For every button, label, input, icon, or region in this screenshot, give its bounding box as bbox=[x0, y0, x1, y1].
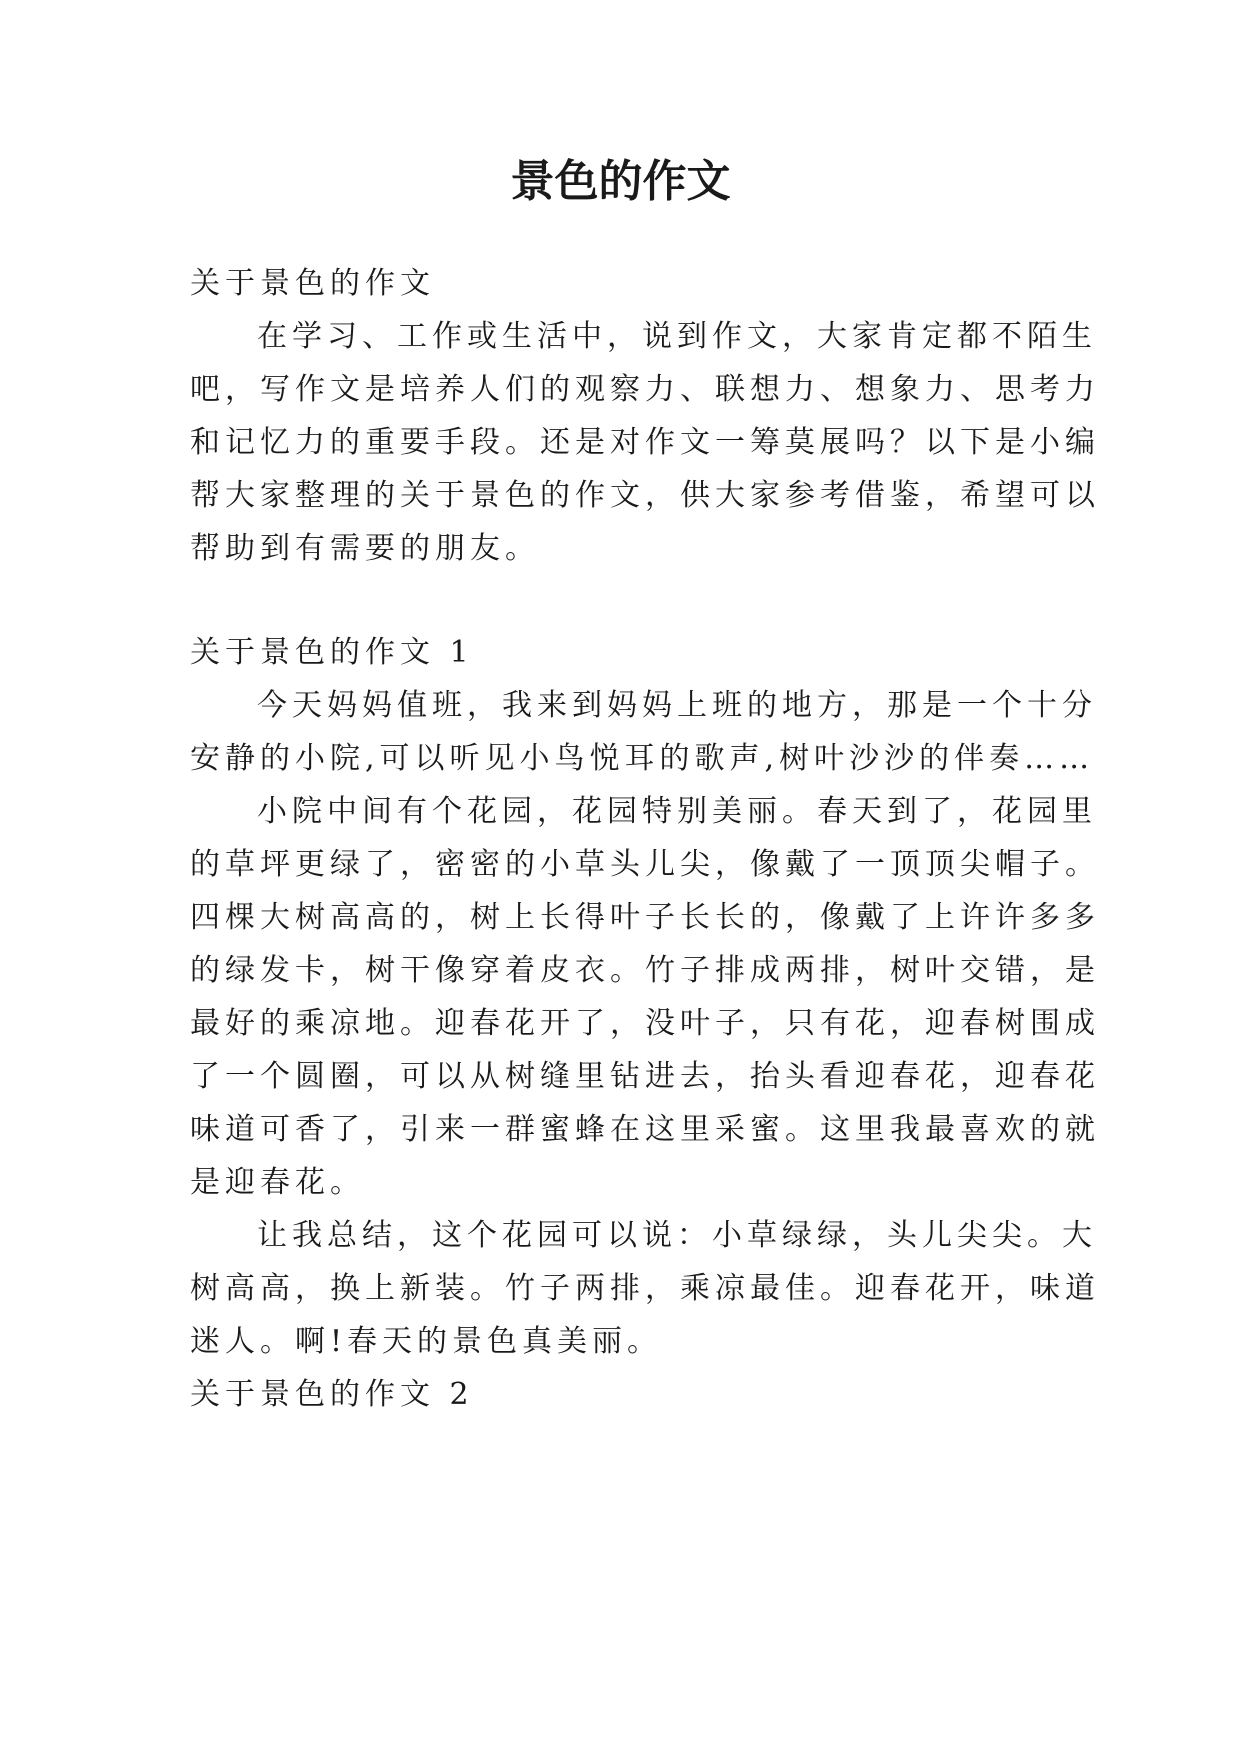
intro-line-1: 在学习、工作或生活中，说到作文，大家肯定都不陌生 bbox=[257, 319, 1097, 354]
section-heading-intro: 关于景色的作文 bbox=[190, 266, 435, 301]
essay1-p3-line-2: 树高高，换上新装。竹子两排，乘凉最佳。迎春花开，味道 bbox=[190, 1271, 1100, 1306]
essay1-p2-line-6: 了一个圆圈，可以从树缝里钻进去，抬头看迎春花，迎春花 bbox=[190, 1059, 1100, 1094]
essay1-p2-line-1: 小院中间有个花园，花园特别美丽。春天到了，花园里 bbox=[257, 794, 1097, 829]
essay1-p2-line-5: 最好的乘凉地。迎春花开了，没叶子，只有花，迎春树围成 bbox=[190, 1006, 1100, 1041]
intro-line-5: 帮助到有需要的朋友。 bbox=[190, 531, 540, 566]
essay1-p2-line-7: 味道可香了，引来一群蜜蜂在这里采蜜。这里我最喜欢的就 bbox=[190, 1112, 1100, 1147]
essay1-p2-line-4: 的绿发卡，树干像穿着皮衣。竹子排成两排，树叶交错，是 bbox=[190, 953, 1100, 988]
document-title: 景色的作文 bbox=[510, 156, 731, 207]
essay1-p3-line-3: 迷人。啊!春天的景色真美丽。 bbox=[190, 1324, 663, 1359]
essay1-p1-line-2: 安静的小院,可以听见小鸟悦耳的歌声,树叶沙沙的伴奏…… bbox=[190, 741, 1095, 776]
intro-line-3: 和记忆力的重要手段。还是对作文一筹莫展吗？以下是小编 bbox=[190, 425, 1100, 460]
essay1-p2-line-8: 是迎春花。 bbox=[190, 1165, 365, 1200]
intro-line-4: 帮大家整理的关于景色的作文，供大家参考借鉴，希望可以 bbox=[190, 478, 1100, 513]
essay1-p1-line-1: 今天妈妈值班，我来到妈妈上班的地方，那是一个十分 bbox=[257, 688, 1097, 723]
section-heading-essay-2: 关于景色的作文 2 bbox=[190, 1377, 474, 1412]
essay1-p3-line-1: 让我总结，这个花园可以说：小草绿绿，头儿尖尖。大 bbox=[257, 1218, 1097, 1253]
intro-line-2: 吧，写作文是培养人们的观察力、联想力、想象力、思考力 bbox=[190, 372, 1100, 407]
essay1-p2-line-3: 四棵大树高高的，树上长得叶子长长的，像戴了上许许多多 bbox=[190, 900, 1100, 935]
section-heading-essay-1: 关于景色的作文 1 bbox=[190, 635, 474, 670]
essay1-p2-line-2: 的草坪更绿了，密密的小草头儿尖，像戴了一顶顶尖帽子。 bbox=[190, 847, 1100, 882]
